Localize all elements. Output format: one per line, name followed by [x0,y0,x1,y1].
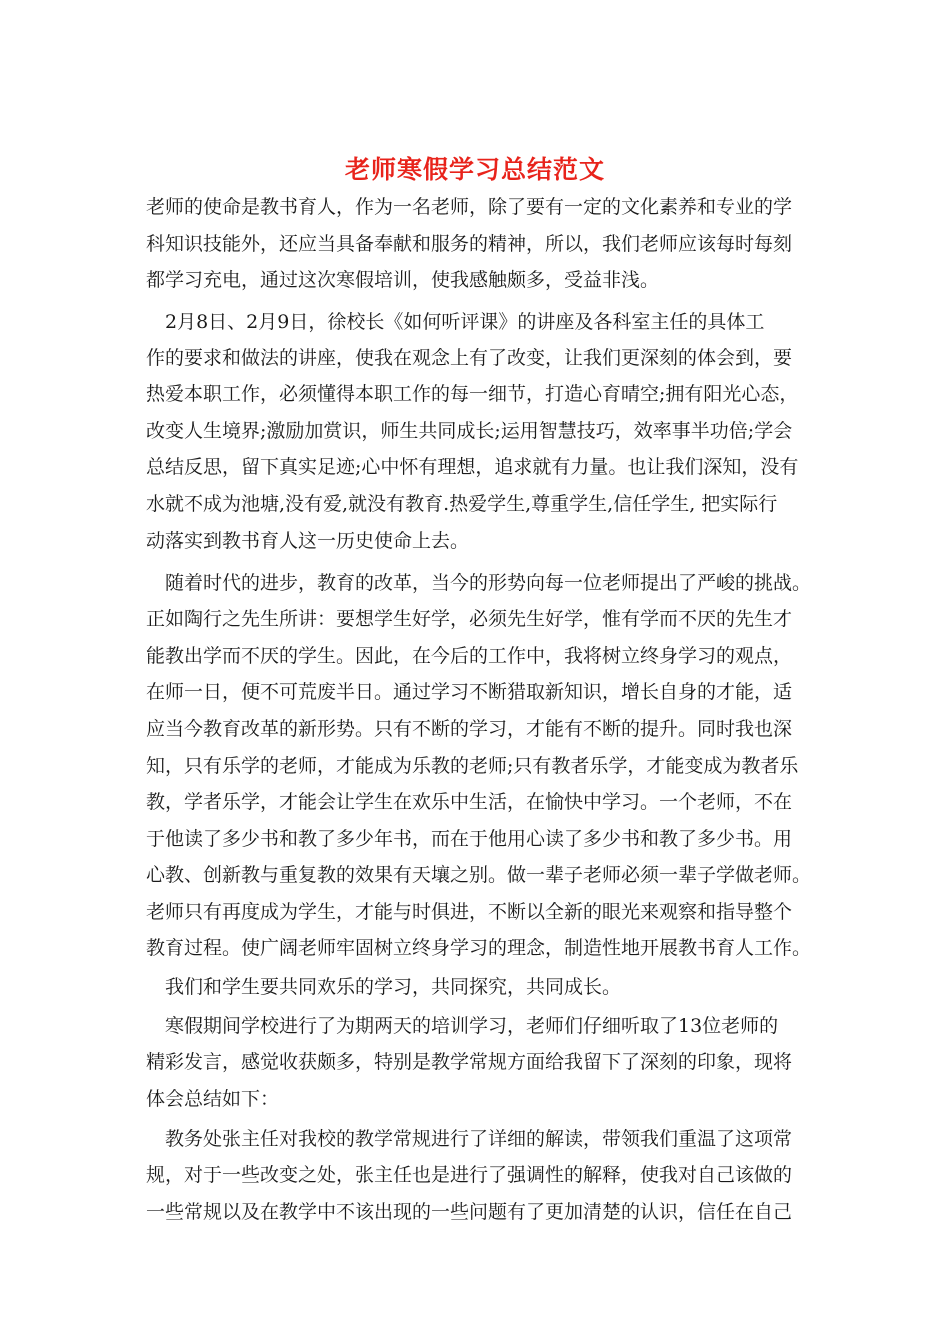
body-line: 热爱本职工作，必须懂得本职工作的每一细节，打造心育晴空;拥有阳光心态， [146,383,799,405]
body-line: 于他读了多少书和教了多少年书，而在于他用心读了多少书和教了多少书。用 [146,828,793,850]
body-line: 正如陶行之先生所讲：要想学生好学，必须先生好学，惟有学而不厌的先生才 [146,608,793,630]
body-line: 一些常规以及在教学中不该出现的一些问题有了更加清楚的认识，信任在自己 [146,1201,793,1223]
body-line: 总结反思，留下真实足迹;心中怀有理想，追求就有力量。也让我们深知，没有 [146,456,799,478]
body-line: 动落实到教书育人这一历史使命上去。 [146,530,470,552]
body-line: 应当今教育改革的新形势。只有不断的学习，才能有不断的提升。同时我也深 [146,718,793,740]
body-line: 知，只有乐学的老师，才能成为乐教的老师;只有教者乐学，才能变成为教者乐 [146,755,799,777]
body-line: 水就不成为池塘,没有爱,就没有教育.热爱学生,尊重学生,信任学生, 把实际行 [146,493,778,515]
body-line: 教务处张主任对我校的教学常规进行了详细的解读，带领我们重温了这项常 [146,1128,793,1150]
body-line: 老师的使命是教书育人，作为一名老师，除了要有一定的文化素养和专业的学 [146,196,793,218]
body-line: 老师只有再度成为学生，才能与时俱进，不断以全新的眼光来观察和指导整个 [146,901,793,923]
body-line: 科知识技能外，还应当具备奉献和服务的精神，所以，我们老师应该每时每刻 [146,233,793,255]
body-line: 精彩发言，感觉收获颇多，特别是教学常规方面给我留下了深刻的印象，现将 [146,1051,793,1073]
body-line: 规，对于一些改变之处，张主任也是进行了强调性的解释，使我对自己该做的 [146,1164,793,1186]
body-line: 心教、创新教与重复教的效果有天壤之别。做一辈子老师必须一辈子学做老师。 [146,864,812,886]
body-line: 能教出学而不厌的学生。因此，在今后的工作中，我将树立终身学习的观点， [146,645,793,667]
body-line: 体会总结如下： [146,1088,280,1110]
body-line: 都学习充电，通过这次寒假培训，使我感触颇多，受益非浅。 [146,269,660,291]
body-line: 作的要求和做法的讲座，使我在观念上有了改变，让我们更深刻的体会到，要 [146,347,793,369]
body-line: 寒假期间学校进行了为期两天的培训学习，老师们仔细听取了13位老师的 [146,1015,779,1037]
body-line: 教育过程。使广阔老师牢固树立终身学习的理念，制造性地开展教书育人工作。 [146,937,812,959]
body-line: 随着时代的进步，教育的改革，当今的形势向每一位老师提出了严峻的挑战。 [146,572,812,594]
body-line: 2月8日、2月9日，徐校长《如何听评课》的讲座及各科室主任的具体工 [146,311,765,333]
body-line: 我们和学生要共同欢乐的学习，共同探究，共同成长。 [146,976,622,998]
body-line: 改变人生境界;激励加赏识，师生共同成长;运用智慧技巧，效率事半功倍;学会 [146,420,793,442]
document-title: 老师寒假学习总结范文 [344,155,605,184]
body-line: 教，学者乐学，才能会让学生在欢乐中生活，在愉快中学习。一个老师，不在 [146,791,793,813]
body-line: 在师一日，便不可荒废半日。通过学习不断猎取新知识，增长自身的才能，适 [146,681,793,703]
